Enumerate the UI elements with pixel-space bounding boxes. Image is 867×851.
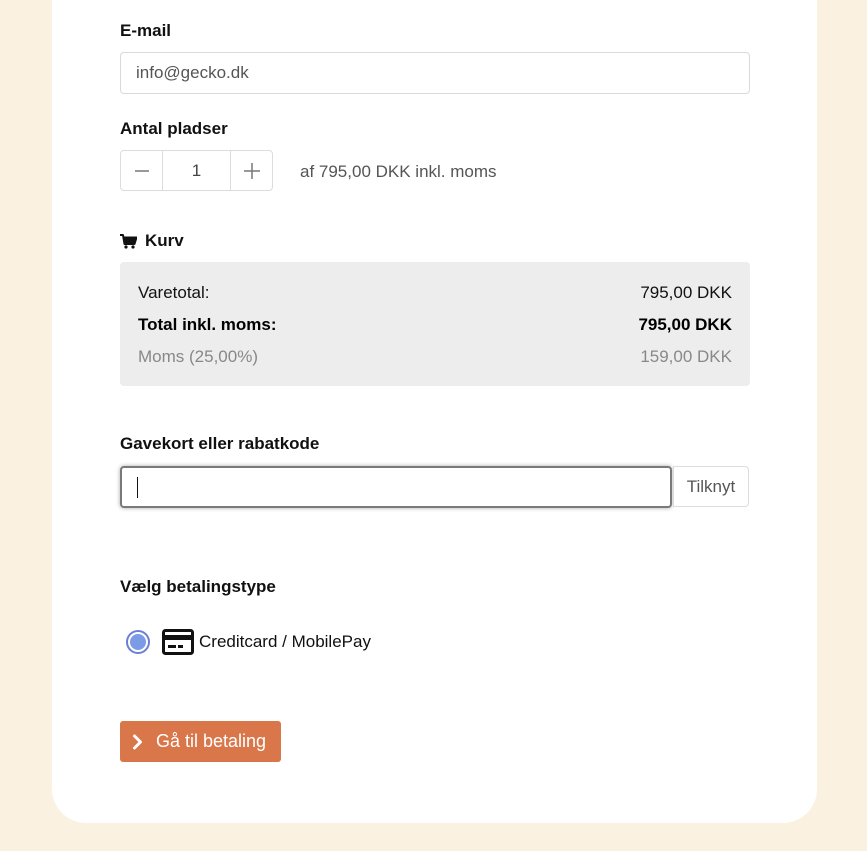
payment-option-label: Creditcard / MobilePay	[199, 632, 371, 651]
go-to-payment-button[interactable]	[120, 721, 281, 762]
quantity-input[interactable]	[163, 150, 230, 191]
quantity-stepper	[120, 150, 273, 191]
seats-label: Antal pladser	[120, 119, 228, 138]
vat-value: 159,00 DKK	[640, 347, 732, 366]
email-field[interactable]	[120, 52, 750, 94]
subtotal-value: 795,00 DKK	[640, 283, 732, 302]
cart-title: Kurv	[145, 231, 184, 250]
shopping-cart-icon	[120, 234, 137, 249]
radio-selected-dot	[130, 634, 146, 650]
coupon-input[interactable]	[120, 466, 672, 508]
summary-row-subtotal	[138, 283, 732, 303]
summary-row-vat	[138, 347, 732, 367]
payment-radio[interactable]	[126, 630, 150, 654]
cart-summary	[120, 262, 750, 386]
attach-coupon-button[interactable]: Tilknyt	[673, 466, 749, 507]
checkout-card	[52, 0, 817, 823]
cart-heading	[120, 231, 184, 251]
unit-price-note: af 795,00 DKK inkl. moms	[300, 162, 497, 181]
coupon-label: Gavekort eller rabatkode	[120, 434, 320, 453]
increase-button[interactable]	[230, 150, 273, 191]
payment-option-creditcard[interactable]	[126, 629, 371, 655]
subtotal-label: Varetotal:	[138, 283, 210, 302]
chevron-right-icon	[132, 734, 144, 750]
email-label: E-mail	[120, 21, 172, 40]
summary-row-total	[138, 315, 732, 335]
text-caret	[137, 477, 138, 498]
plus-icon	[243, 162, 261, 180]
email-value: info@gecko.dk	[136, 63, 249, 82]
vat-label: Moms (25,00%)	[138, 347, 258, 366]
credit-card-icon	[162, 629, 194, 655]
payment-type-label: Vælg betalingstype	[120, 577, 276, 596]
total-value: 795,00 DKK	[638, 315, 732, 334]
go-to-payment-label: Gå til betaling	[156, 731, 267, 751]
decrease-button[interactable]	[120, 150, 163, 191]
minus-icon	[134, 163, 150, 179]
total-label: Total inkl. moms:	[138, 315, 277, 334]
quantity-value: 1	[191, 160, 202, 180]
